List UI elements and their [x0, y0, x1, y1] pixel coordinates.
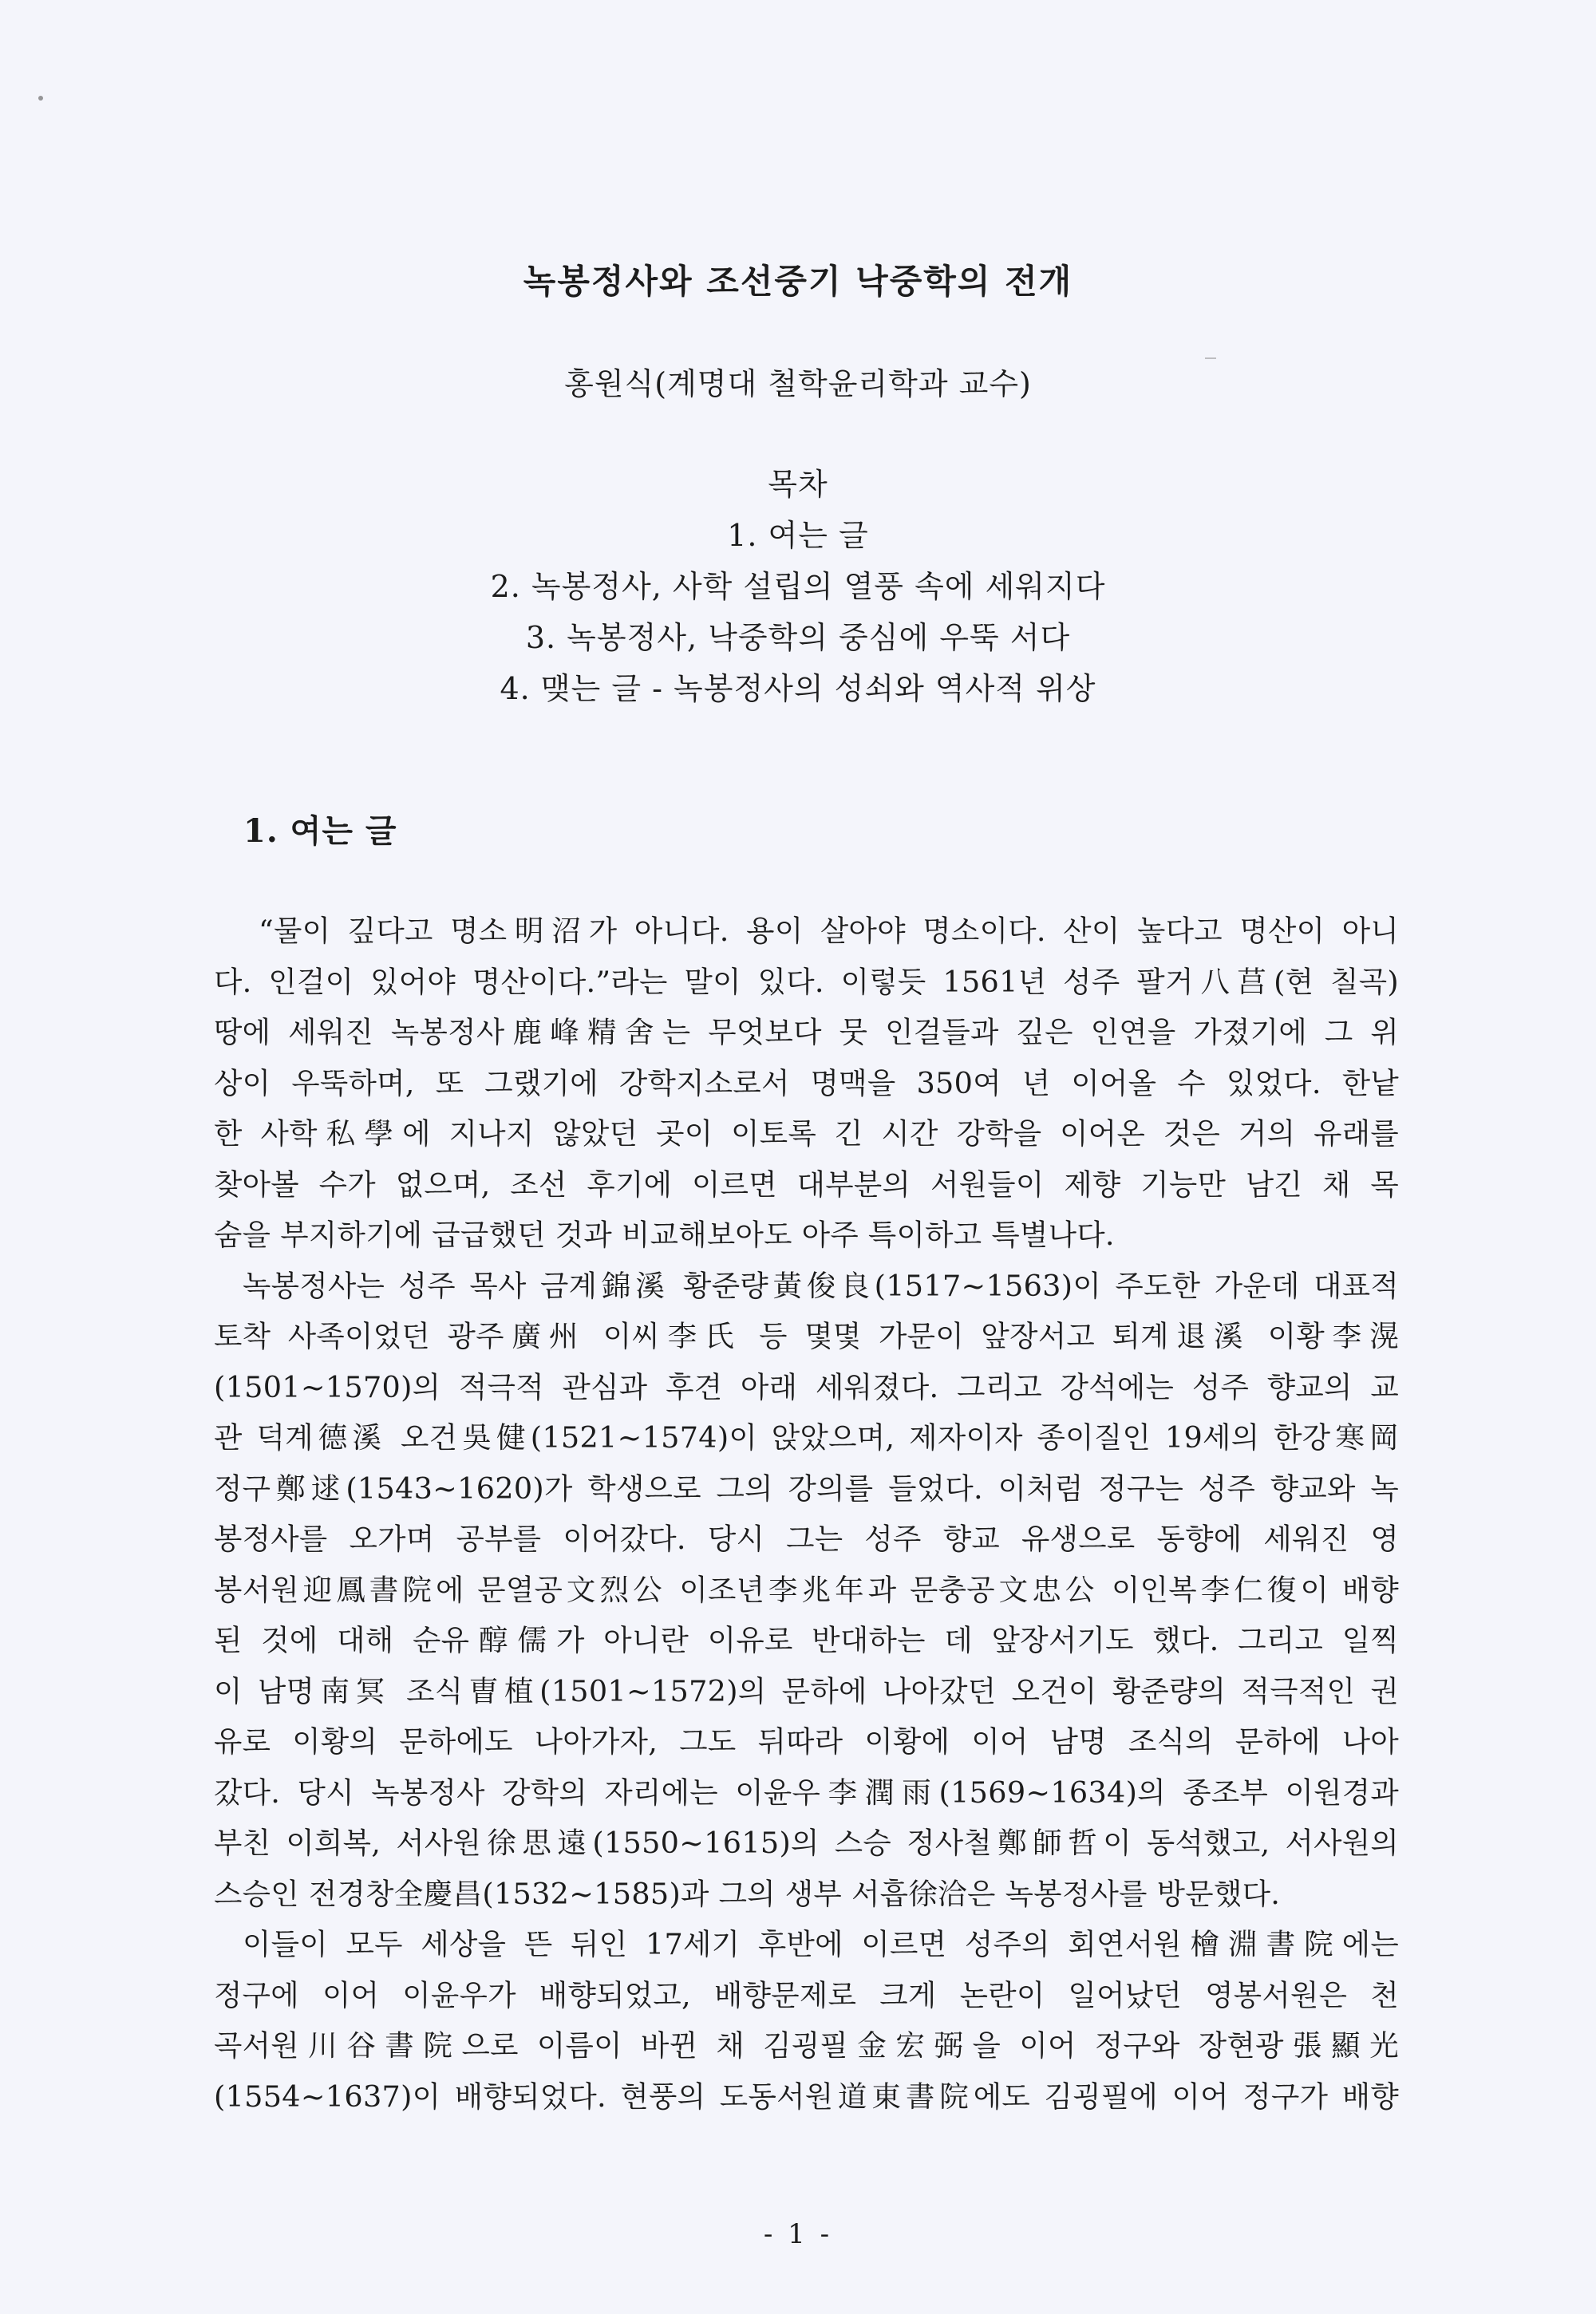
- text-line: 정구에 이어 이윤우가 배향되었고, 배향문제로 크게 논란이 일어났던 영봉서원은 천: [214, 1977, 1399, 2012]
- text-line: 된 것에 대해 순유醇儒가 아니란 이유로 반대하는 데 앞장서기도 했다. 그리고 일찍: [214, 1623, 1399, 1657]
- text-line: (1501~1570)의 적극적 관심과 후견 아래 세워졌다. 그리고 강석에는 성주 향교의 교: [214, 1369, 1399, 1404]
- text-line: 갔다. 당시 녹봉정사 강학의 자리에는 이윤우李潤雨(1569~1634)의 종조부 이원경과: [214, 1775, 1399, 1810]
- text-line: 상이 우뚝하며, 또 그랬기에 강학지소로서 명맥을 350여 년 이어올 수 있었다. 한낱: [214, 1065, 1399, 1100]
- author-line: 홍원식(계명대 철학윤리학과 교수): [564, 366, 1032, 401]
- text-line: 찾아볼 수가 없으며, 조선 후기에 이르면 대부분의 서원들이 제향 기능만 남긴 채 목: [214, 1167, 1399, 1202]
- document-title: 녹봉정사와 조선중기 낙중학의 전개: [523, 262, 1073, 301]
- text-line: 숨을 부지하기에 급급했던 것과 비교해보아도 아주 특이하고 특별나다.: [214, 1218, 1115, 1252]
- text-line: 이 남명南冥 조식曺植(1501~1572)의 문하에 나아갔던 오건이 황준량의 적극적인 권: [214, 1673, 1399, 1708]
- section-heading: 1. 여는 글: [243, 812, 397, 850]
- text-line: “물이 깊다고 명소明沼가 아니다. 용이 살아야 명소이다. 산이 높다고 명산이 아니: [259, 914, 1399, 948]
- text-line: 유로 이황의 문하에도 나아가자, 그도 뒤따라 이황에 이어 남명 조식의 문하에 나아: [214, 1724, 1399, 1759]
- body-text: [214, 906, 1399, 2122]
- text-line: 곡서원川谷書院으로 이름이 바뀐 채 김굉필金宏弼을 이어 정구와 장현광張顯光: [214, 2028, 1399, 2063]
- text-line: 스승인 전경창全慶昌(1532~1585)과 그의 생부 서흡徐洽은 녹봉정사를 방문했다.: [214, 1876, 1281, 1911]
- paragraph: [214, 1261, 1399, 1920]
- text-line: 부친 이희복, 서사원徐思遠(1550~1615)의 스승 정사철鄭師哲이 동석했고, 서사원의: [214, 1826, 1399, 1860]
- toc-item: 1. 여는 글: [727, 518, 869, 553]
- text-line: 녹봉정사는 성주 목사 금계錦溪 황준량黃俊良(1517~1563)이 주도한 가운데 대표적: [243, 1268, 1399, 1303]
- text-line: 한 사학私學에 지나지 않았던 곳이 이토록 긴 시간 강학을 이어온 것은 거의 유래를: [214, 1116, 1399, 1151]
- toc-heading: 목차: [768, 467, 828, 502]
- toc-item: 2. 녹봉정사, 사학 설립의 열풍 속에 세워지다: [490, 569, 1106, 604]
- text-line: 관 덕계德溪 오건吳健(1521~1574)이 앉았으며, 제자이자 종이질인 19세의 한강寒岡: [214, 1420, 1399, 1455]
- table-of-contents: [0, 459, 1596, 714]
- paragraph: [214, 906, 1399, 1261]
- text-line: 이들이 모두 세상을 뜬 뒤인 17세기 후반에 이르면 성주의 회연서원檜淵書院에는: [243, 1927, 1399, 1961]
- text-line: 토착 사족이었던 광주廣州 이씨李氏 등 몇몇 가문이 앞장서고 퇴계退溪 이황李滉: [214, 1319, 1399, 1353]
- text-line: 정구鄭逑(1543~1620)가 학생으로 그의 강의를 들었다. 이처럼 정구는 성주 향교와 녹: [214, 1471, 1399, 1506]
- paragraph: [214, 1919, 1399, 2122]
- text-line: (1554~1637)이 배향되었다. 현풍의 도동서원道東書院에도 김굉필에 이어 정구가 배향: [214, 2079, 1399, 2114]
- scan-speck: [38, 96, 43, 101]
- text-line: 봉정사를 오가며 공부를 이어갔다. 당시 그는 성주 향교 유생으로 동향에 세워진 영: [214, 1522, 1399, 1556]
- page-number: - 1 -: [763, 2218, 833, 2250]
- toc-item: 3. 녹봉정사, 낙중학의 중심에 우뚝 서다: [525, 620, 1071, 655]
- text-line: 다. 인걸이 있어야 명산이다.”라는 말이 있다. 이렇듯 1561년 성주 팔거八莒(현 칠곡): [214, 964, 1399, 999]
- toc-item: 4. 맺는 글 - 녹봉정사의 성쇠와 역사적 위상: [500, 671, 1096, 706]
- text-line: 봉서원迎鳳書院에 문열공文烈公 이조년李兆年과 문충공文忠公 이인복李仁復이 배향: [214, 1572, 1399, 1607]
- text-line: 땅에 세워진 녹봉정사鹿峰精舍는 무엇보다 뭇 인걸들과 깊은 인연을 가졌기에 그 위: [214, 1015, 1399, 1049]
